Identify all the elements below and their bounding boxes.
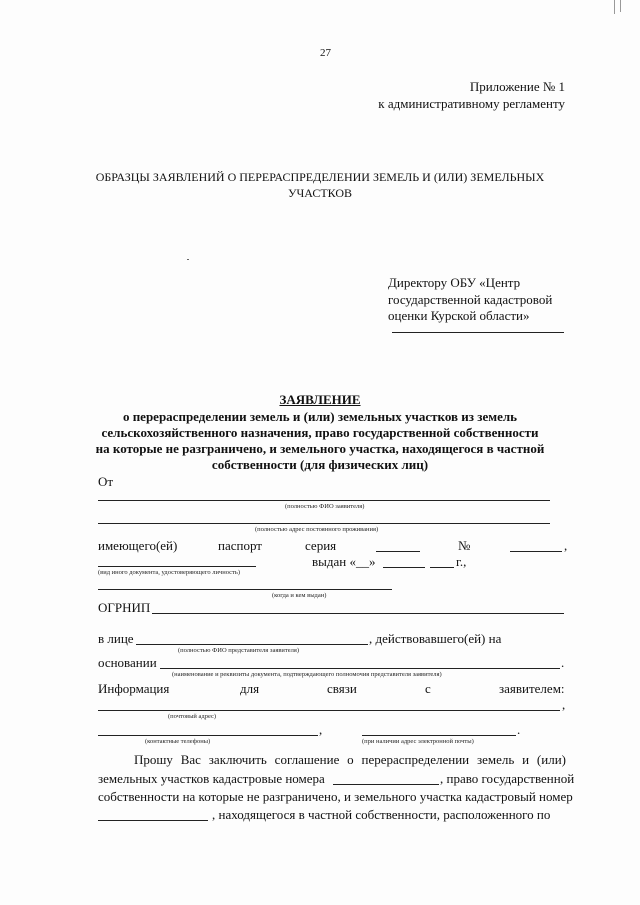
caption-phones: (контактные телефоны) bbox=[145, 738, 211, 745]
basis-period: . bbox=[561, 655, 565, 670]
passport-label: паспорт bbox=[218, 538, 262, 553]
from-label: От bbox=[98, 474, 114, 489]
caption-email: (при наличии адрес электронной почты) bbox=[362, 738, 474, 745]
addressee-line-3: оценки Курской области» bbox=[388, 308, 530, 323]
addressee-line-1: Директору ОБУ «Центр bbox=[388, 275, 521, 290]
statement-line-4: собственности (для физических лиц) bbox=[211, 457, 429, 472]
body-line-4: , находящегося в частной собственности, расположенного по bbox=[212, 807, 551, 822]
samples-title-line-1: ОБРАЗЦЫ ЗАЯВЛЕНИЙ О ПЕРЕРАСПРЕДЕЛЕНИИ ЗЕМЕЛЬ И (ИЛИ) ЗЕМЕЛЬНЫХ bbox=[95, 170, 545, 184]
scan-edge-mark bbox=[614, 0, 615, 14]
number-comma: , bbox=[564, 538, 568, 553]
info-word-1: Информация bbox=[98, 681, 170, 696]
body-line-1-text: Прошу Вас заключить соглашение о перераспределении земель и (или) bbox=[134, 752, 566, 767]
caption-issued-by: (когда и кем выдан) bbox=[272, 592, 327, 599]
email-period: . bbox=[517, 722, 521, 737]
in-person-label: в лице bbox=[98, 631, 134, 646]
ogrnip-label: ОГРНИП bbox=[98, 600, 151, 615]
issued-year-suffix: г., bbox=[456, 554, 467, 569]
body-line-2-start: земельных участков кадастровые номера bbox=[98, 771, 325, 786]
ogrnip-field-line[interactable] bbox=[152, 613, 564, 614]
number-label: № bbox=[458, 538, 471, 553]
body-line-2-end: , право государственной bbox=[440, 771, 575, 786]
having-label: имеющего(ей) bbox=[98, 538, 178, 553]
page-number: 27 bbox=[320, 47, 331, 59]
body-line-3-text: собственности на которые не разграничено, и земельного участка кадастровый номер bbox=[98, 789, 573, 804]
email-line[interactable] bbox=[362, 735, 516, 736]
postal-comma: , bbox=[562, 697, 566, 712]
applicant-fio-line[interactable] bbox=[98, 500, 550, 501]
caption-representative-fio: (полностью ФИО представителя заявителя) bbox=[178, 647, 300, 654]
representative-fio-line[interactable] bbox=[136, 644, 368, 645]
doc-type-line[interactable] bbox=[98, 566, 256, 567]
scan-edge-mark bbox=[620, 0, 621, 12]
statement-line-3: на которые не разграничено, и земельного участка, находящегося в частной bbox=[95, 441, 545, 456]
cadastral-numbers-line[interactable] bbox=[333, 784, 439, 785]
phones-line[interactable] bbox=[98, 735, 318, 736]
series-field-line[interactable] bbox=[376, 551, 420, 552]
caption-basis: (наименование и реквизиты документа, подтверждающего полномочия представителя заявителя) bbox=[172, 671, 442, 678]
statement-heading: ЗАЯВЛЕНИЕ bbox=[279, 392, 361, 407]
caption-address: (полностью адрес постоянного проживания) bbox=[255, 526, 379, 533]
caption-fio: (полностью ФИО заявителя) bbox=[285, 503, 365, 510]
body-line-3 bbox=[98, 789, 573, 805]
caption-doc-type: (вид иного документа, удостоверяющего личность) bbox=[98, 569, 241, 576]
scan-speck bbox=[187, 259, 189, 260]
info-word-2: для bbox=[240, 681, 260, 696]
samples-title-line-2: УЧАСТКОВ bbox=[287, 186, 353, 200]
body-line-1 bbox=[98, 752, 566, 768]
number-field-line[interactable] bbox=[510, 551, 562, 552]
basis-label: основании bbox=[98, 655, 157, 670]
appendix-line-2: к административному регламенту bbox=[378, 96, 565, 111]
info-word-5: заявителем: bbox=[499, 681, 565, 696]
acting-label: , действовавшего(ей) на bbox=[369, 631, 502, 646]
appendix-line-1: Приложение № 1 bbox=[469, 79, 565, 94]
issued-label: выдан «__» bbox=[312, 554, 376, 569]
applicant-address-line[interactable] bbox=[98, 523, 550, 524]
issued-year-line[interactable] bbox=[430, 567, 454, 568]
issued-month-line[interactable] bbox=[383, 567, 425, 568]
addressee-line-2: государственной кадастровой bbox=[388, 292, 553, 307]
phones-comma: , bbox=[319, 722, 323, 737]
series-label: серия bbox=[305, 538, 337, 553]
issued-by-line[interactable] bbox=[98, 589, 392, 590]
addressee-signature-line bbox=[392, 332, 564, 333]
info-word-4: с bbox=[425, 681, 431, 696]
info-word-3: связи bbox=[327, 681, 357, 696]
private-plot-number-line[interactable] bbox=[98, 820, 208, 821]
statement-line-2: сельскохозяйственного назначения, право государственной собственности bbox=[101, 425, 539, 440]
postal-address-line[interactable] bbox=[98, 710, 560, 711]
basis-field-line[interactable] bbox=[160, 668, 560, 669]
caption-postal: (почтовый адрес) bbox=[168, 713, 217, 720]
statement-line-1: о перераспределении земель и (или) земельных участков из земель bbox=[122, 409, 518, 424]
